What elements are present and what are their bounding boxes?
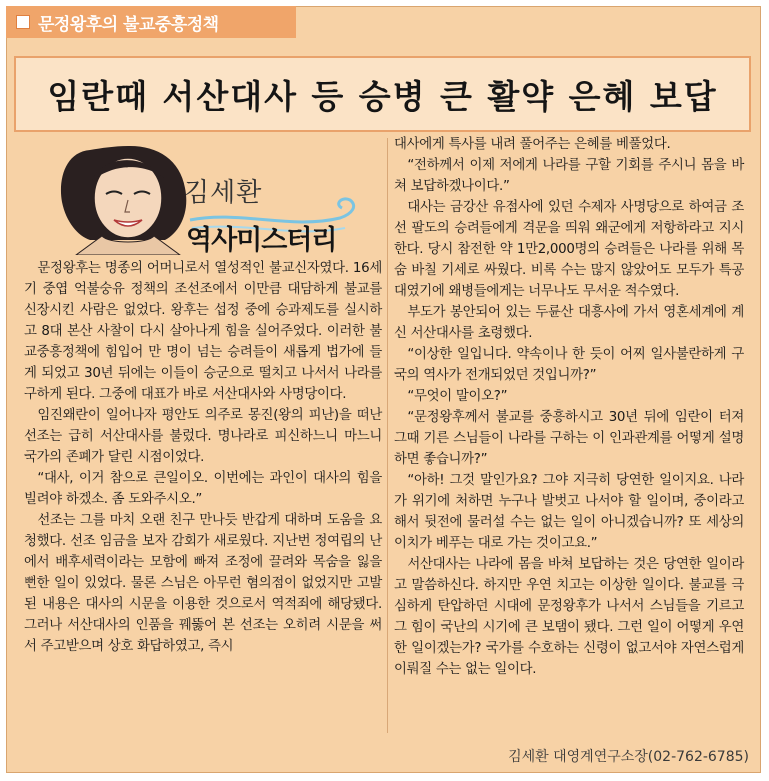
headline: 임란때 서산대사 등 승병 큰 활약 은혜 보답 <box>47 76 718 116</box>
left-paragraph-3: “대사, 이거 참으로 큰일이오. 이번에는 과인이 대사의 힘을 빌려야 하겠소. 좀 도와주시오.” <box>24 471 382 507</box>
left-paragraph-1: 문정왕후는 명종의 어머니로서 열성적인 불교신자였다. 16세기 중엽 억불숭유 정책의 조선조에서 이만큼 대담하게 불교를 신장시킨 사람은 없었다. 왕후는 섭정 중에 승과제도를 실시하고 8대 본산 사찰이 다시 살아나게 힘을 실어주었다. 이러한 불교중흥정책에 힘입어 만 명이 넘는 승려들이 새롭게 법가에 들게 되었고 30년 뒤에는 이들이 승군으로 떨치고 나서서 나라를 구하게 된다. 그중에 대표가 바로 서산대사와 사명당이다. <box>24 261 382 402</box>
right-paragraph-7: “문정왕후께서 불교를 중흥하시고 30년 뒤에 임란이 터져 그때 기른 스님들이 나라를 구하는 이 인과관계를 어떻게 설명하면 좋습니까?” <box>394 410 744 467</box>
series-title: 역사미스터리 <box>186 225 337 256</box>
right-paragraph-2: “전하께서 이제 저에게 나라를 구할 기회를 주시니 몸을 바쳐 보답하겠나이다.” <box>394 158 744 194</box>
right-column <box>394 134 744 738</box>
column-divider <box>387 138 388 733</box>
section-title: 문정왕후의 불교중흥정책 <box>38 14 219 35</box>
left-column <box>24 258 382 738</box>
square-bullet-icon <box>16 15 30 29</box>
headline-box <box>14 56 751 132</box>
left-paragraph-2: 임진왜란이 일어나자 평안도 의주로 몽진(왕의 피난)을 떠난 선조는 급히 서산대사를 불렀다. 명나라로 피신하느니 마느니 국가의 존폐가 달린 시점이었다. <box>24 408 382 465</box>
author-name: 김세환 <box>184 178 263 208</box>
right-paragraph-4: 부도가 봉안되어 있는 두륜산 대흥사에 가서 영혼세계에 계신 서산대사를 초령했다. <box>394 305 744 341</box>
right-paragraph-6: “무엇이 말이오?” <box>407 389 508 404</box>
section-header <box>6 6 296 38</box>
right-paragraph-9: 서산대사는 나라에 몸을 바쳐 보답하는 것은 당연한 일이라고 말씀하신다. 하지만 우연 치고는 이상한 일이다. 불교를 극심하게 탄압하던 시대에 문정왕후가 나서서 스님들을 기르고 그 힘이 국난의 시기에 큰 보탬이 됐다. 그런 일이 어떻게 우연한 일이겠는가? 국가를 수호하는 신령이 없고서야 자연스럽게 이뤄질 수는 없는 일이다. <box>394 557 744 677</box>
left-paragraph-4: 선조는 그를 마치 오랜 친구 만나듯 반갑게 대하며 도움을 요청했다. 선조 임금을 보자 감회가 새로웠다. 지난번 정여립의 난에서 배후세력이라는 모함에 빠져 조정에 끌려와 목숨을 잃을 뻔한 일이 있었다. 물론 스님은 아무런 혐의점이 없었지만 고발된 내용은 대사의 시문을 이용한 것으로서 역적죄에 해당됐다. 그러나 서산대사의 인품을 꿰뚫어 본 선조는 오히려 시문을 써서 주고받으며 상호 화답하였고, 즉시 <box>24 513 382 654</box>
right-paragraph-1: 대사에게 특사를 내려 풀어주는 은혜를 베풀었다. <box>394 137 671 152</box>
author-credit: 김세환 대영계연구소장(02-762-6785) <box>508 749 749 765</box>
right-paragraph-5: “이상한 일입니다. 약속이나 한 듯이 어찌 일사불란하게 구국의 역사가 전개되었던 것입니까?” <box>394 347 744 383</box>
right-paragraph-3: 대사는 금강산 유점사에 있던 수제자 사명당으로 하여금 조선 팔도의 승려들에게 격문을 띄워 왜군에게 저항하라고 지시한다. 당시 참전한 약 1만2,000명의 승려들은 나라를 위해 목숨 바칠 기세로 싸웠다. 비록 수는 많지 않았어도 모두가 특공대였기에 왜병들에게는 너무나도 무서운 적수였다. <box>394 200 744 299</box>
right-paragraph-8: “아하! 그것 말인가요? 그야 지극히 당연한 일이지요. 나라가 위기에 처하면 누구나 발벗고 나서야 할 일이며, 중이라고 해서 뒷전에 물러설 수는 없는 일이 아니겠습니까? 또 세상의 이치가 베푸는 대로 가는 것이고요.” <box>394 473 744 551</box>
